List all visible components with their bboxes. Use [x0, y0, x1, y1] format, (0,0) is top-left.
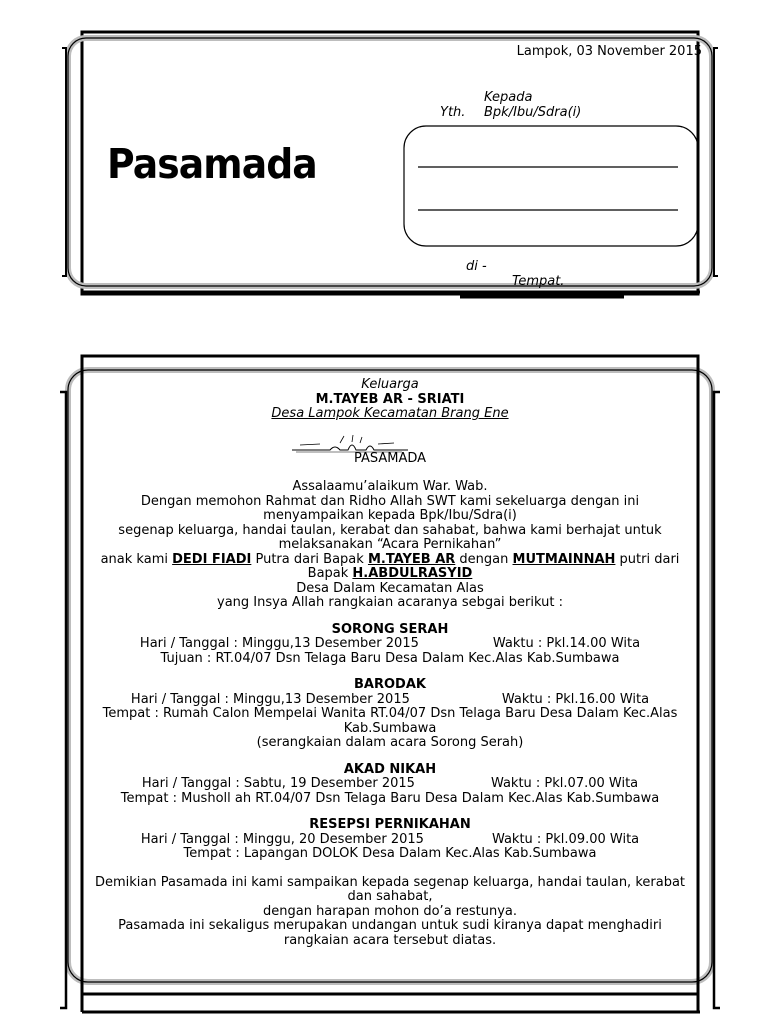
closing-line-1: Demikian Pasamada ini kami sampaikan kepada segenap keluarga, handai taulan, kerabat — [94, 874, 686, 890]
event-place-cont: Kab.Sumbawa — [343, 720, 437, 736]
bride-father: H.ABDULRASYID — [352, 566, 473, 581]
recipient-label: Bpk/Ibu/Sdra(i) — [484, 105, 582, 120]
yth-label: Yth. — [440, 105, 466, 120]
event-datetime — [72, 777, 708, 792]
intro-line-3: segenap keluarga, handai taulan, kerabat dan sahabat, bahwa kami berhajat untuk — [118, 522, 662, 538]
keluarga-label: Keluarga — [361, 377, 419, 392]
event-date: Hari / Tanggal : Minggu,13 Desember 2015 — [139, 636, 419, 651]
event-title: SORONG SERAH — [331, 621, 449, 637]
couple-text: anak kami — [100, 551, 173, 567]
couple-line — [72, 553, 708, 568]
calligraphy-icon — [290, 430, 410, 458]
event-datetime — [72, 693, 708, 708]
event-time: Waktu : Pkl.14.00 Wita — [492, 636, 641, 651]
intro-line-4: melaksanakan “Acara Pernikahan” — [278, 537, 502, 552]
greeting: Assalaamu’alaikum War. Wab. — [292, 479, 488, 494]
groom-name: DEDI FIADI — [172, 551, 252, 567]
letter-date: Lampok, 03 November 2015 — [516, 44, 702, 59]
event-place: Tempat : Lapangan DOLOK Desa Dalam Kec.Alas Kab.Sumbawa — [183, 846, 597, 861]
event-date: Hari / Tanggal : Sabtu, 19 Desember 2015 — [141, 776, 415, 791]
event-title: AKAD NIKAH — [343, 761, 437, 777]
invitation-body — [72, 378, 708, 948]
event-place: Tempat : Musholl ah RT.04/07 Dsn Telaga Baru Desa Dalam Kec.Alas Kab.Sumbawa — [120, 790, 660, 806]
event-note: (serangkaian dalam acara Sorong Serah) — [256, 735, 524, 750]
event-datetime — [72, 637, 708, 652]
envelope-title: Pasamada — [107, 140, 317, 188]
intro-line-1: Dengan memohon Rahmat dan Ridho Allah SWT kami sekeluarga dengan ini — [140, 493, 640, 509]
bride-father-line — [72, 567, 708, 582]
event-datetime — [72, 833, 708, 848]
bride-address: Desa Dalam Kecamatan Alas — [296, 580, 484, 596]
couple-text: dengan — [455, 551, 513, 567]
schedule-intro: yang Insya Allah rangkaian acaranya sebgai berikut : — [217, 595, 563, 610]
pasamada-heading: PASAMADA — [353, 450, 427, 466]
di-label: di - — [466, 259, 487, 274]
bride-father-prefix: Bapak — [307, 566, 353, 581]
event-time: Waktu : Pkl.09.00 Wita — [491, 831, 640, 847]
event-place: Tempat : Rumah Calon Mempelai Wanita RT.04/07 Dsn Telaga Baru Desa Dalam Kec.Alas — [102, 706, 678, 721]
bride-name: MUTMAINNAH — [512, 551, 616, 567]
closing-line-3: dengan harapan mohon do’a restunya. — [262, 903, 517, 919]
event-title: BARODAK — [354, 677, 426, 692]
event-time: Waktu : Pkl.07.00 Wita — [490, 776, 639, 791]
address-box — [404, 126, 698, 246]
couple-text: Putra dari Bapak — [251, 551, 368, 567]
event-time: Waktu : Pkl.16.00 Wita — [501, 691, 650, 707]
closing-line-5: rangkaian acara tersebut diatas. — [283, 932, 497, 948]
groom-father: M.TAYEB AR — [367, 551, 456, 567]
closing-line-2: dan sahabat, — [347, 889, 433, 904]
family-name: M.TAYEB AR - SRIATI — [315, 391, 465, 407]
kepada-label: Kepada — [484, 90, 533, 105]
couple-text: putri dari — [615, 551, 680, 567]
family-address: Desa Lampok Kecamatan Brang Ene — [271, 406, 509, 421]
intro-line-2: menyampaikan kepada Bpk/Ibu/Sdra(i) — [263, 508, 517, 523]
event-date: Hari / Tanggal : Minggu, 20 Desember 2015 — [140, 831, 424, 847]
event-date: Hari / Tanggal : Minggu,13 Desember 2015 — [130, 691, 410, 707]
tempat-label: Tempat. — [512, 274, 565, 289]
closing-line-4: Pasamada ini sekaligus merupakan undangan untuk sudi kiranya dapat menghadiri — [118, 918, 662, 933]
event-place: Tujuan : RT.04/07 Dsn Telaga Baru Desa Dalam Kec.Alas Kab.Sumbawa — [160, 650, 620, 666]
bismillah-calligraphy — [72, 422, 708, 450]
event-title: RESEPSI PERNIKAHAN — [309, 817, 471, 832]
